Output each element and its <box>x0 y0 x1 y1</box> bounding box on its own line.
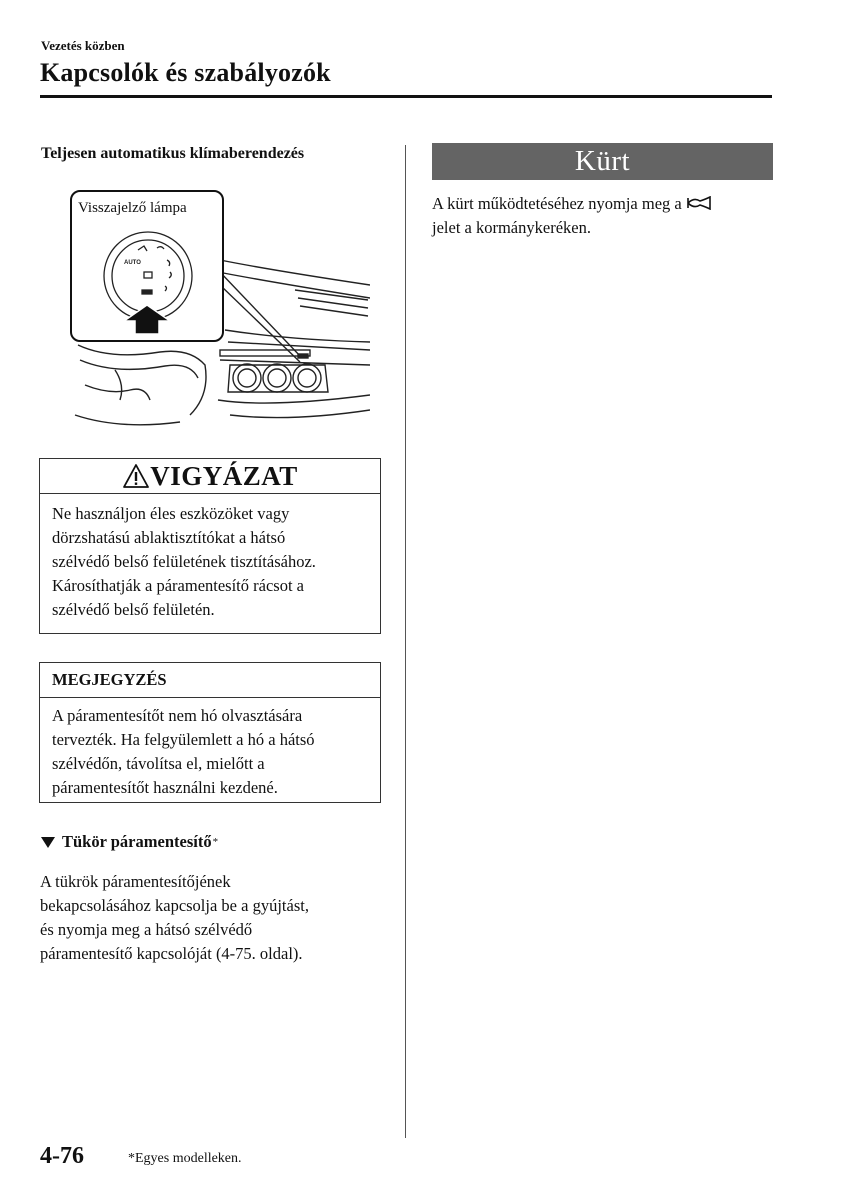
warning-title: VIGYÁZAT <box>150 460 298 491</box>
mirror-line: páramentesítő kapcsolóját (4-75. oldal). <box>40 944 303 963</box>
horn-section-header <box>432 143 773 180</box>
mirror-defroster-heading <box>40 832 218 852</box>
warning-line: dörzshatású ablaktisztítókat a hátsó <box>52 528 286 547</box>
mirror-line: és nyomja meg a hátsó szélvédő <box>40 920 253 939</box>
section-label: Vezetés közben <box>41 38 125 53</box>
horn-line <box>432 192 777 216</box>
mirror-line: bekapcsolásához kapcsolja be a gyújtást, <box>40 896 309 915</box>
mirror-defroster-text <box>40 870 380 966</box>
note-box <box>39 662 381 803</box>
horn-title: Kürt <box>574 145 631 177</box>
figure-caption: Teljesen automatikus klímaberendezés <box>41 145 305 162</box>
indicator-label: Visszajelző lámpa <box>78 200 187 216</box>
warning-text <box>40 494 380 622</box>
triangle-down-icon <box>40 835 56 849</box>
note-line: A páramentesítőt nem hó olvasztására <box>52 706 303 725</box>
note-title: MEGJEGYZÉS <box>52 670 167 689</box>
column-divider <box>405 145 406 1138</box>
note-line: szélvédőn, távolítsa el, mielőtt a <box>52 754 265 773</box>
page-number: 4-76 <box>40 1143 84 1169</box>
warning-line: Ne használjon éles eszközöket vagy <box>52 504 290 523</box>
warning-line: szélvédő belső felületének tisztításához. <box>52 552 316 571</box>
horn-line-1: A kürt működtetéséhez nyomja meg a <box>432 194 682 213</box>
footnote: *Egyes modelleken. <box>128 1151 242 1166</box>
horn-text <box>432 192 777 240</box>
auto-label: AUTO <box>124 260 141 266</box>
page-title: Kapcsolók és szabályozók <box>40 58 331 87</box>
mirror-line: A tükrök páramentesítőjének <box>40 872 231 891</box>
horn-line-2: jelet a kormánykeréken. <box>432 218 591 237</box>
note-header <box>40 663 380 698</box>
title-rule <box>40 95 772 98</box>
note-line: tervezték. Ha felgyülemlett a hó a hátsó <box>52 730 315 749</box>
warning-header <box>40 459 380 494</box>
note-line: páramentesítőt használni kezdené. <box>52 778 278 797</box>
mirror-heading-text: Tükör páramentesítő <box>62 832 212 851</box>
warning-box <box>39 458 381 634</box>
note-text <box>40 698 380 800</box>
warning-triangle-icon <box>122 463 150 489</box>
warning-line: szélvédő belső felületén. <box>52 600 215 619</box>
asterisk-mark: * <box>212 836 219 848</box>
warning-line: Károsíthatják a páramentesítő rácsot a <box>52 576 304 595</box>
horn-icon <box>686 196 712 210</box>
